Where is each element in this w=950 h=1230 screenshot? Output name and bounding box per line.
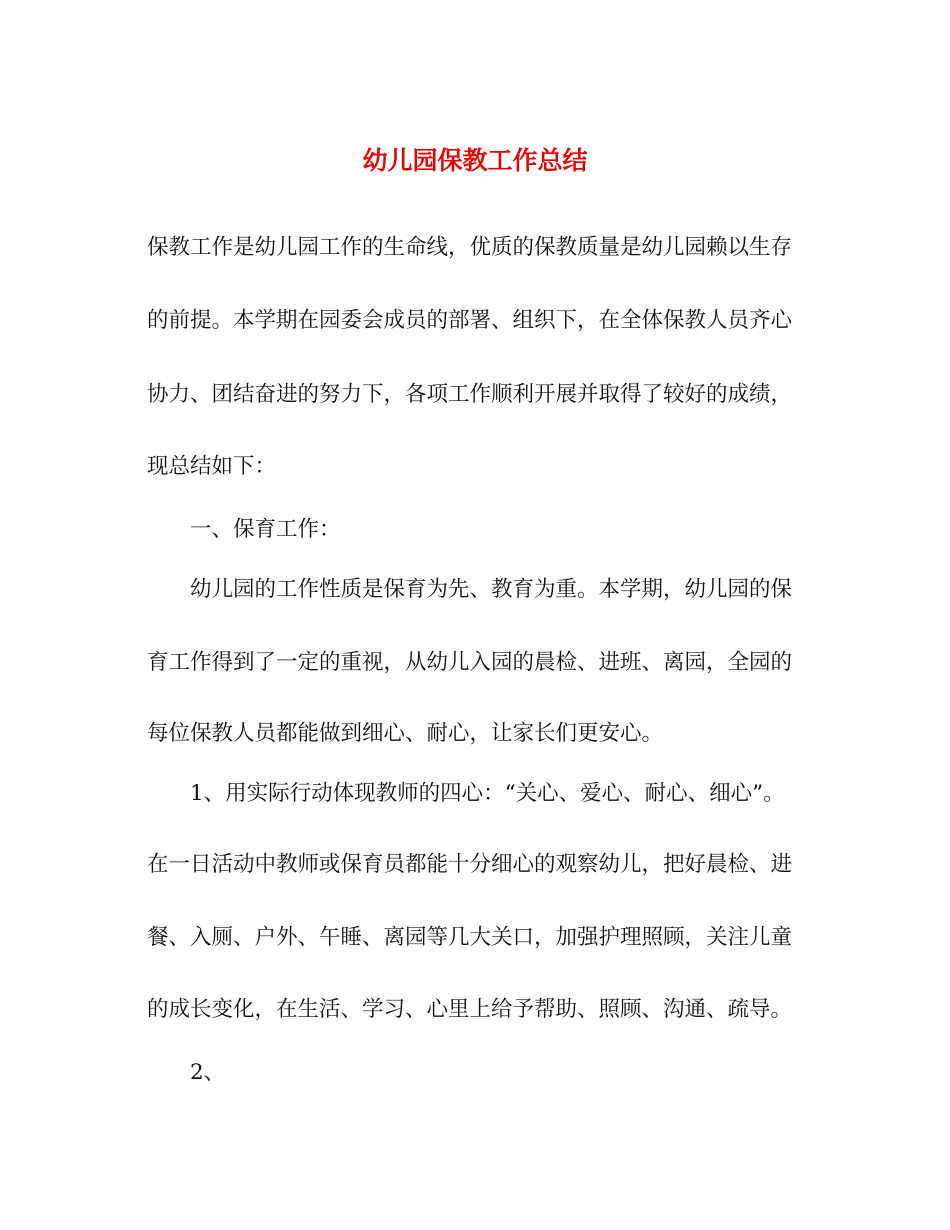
body-line: 幼儿园的工作性质是保育为先、教育为重。本学期，幼儿园的保 — [190, 577, 793, 602]
body-line: 的前提。本学期在园委会成员的部署、组织下，在全体保教人员齐心 — [147, 308, 793, 333]
body-line: 协力、团结奋进的努力下，各项工作顺利开展并取得了较好的成绩， — [147, 382, 793, 407]
body-line: 的成长变化，在生活、学习、心里上给予帮助、照顾、沟通、疏导。 — [147, 997, 793, 1022]
section-heading: 一、保育工作： — [190, 517, 341, 542]
body-line: 现总结如下： — [147, 454, 277, 479]
list-item-heading: 2、 — [190, 1060, 226, 1085]
body-line: 保教工作是幼儿园工作的生命线，优质的保教质量是幼儿园赖以生存 — [147, 235, 793, 260]
body-line: 育工作得到了一定的重视，从幼儿入园的晨检、进班、离园，全园的 — [147, 650, 793, 675]
body-line: 餐、入厕、户外、午睡、离园等几大关口，加强护理照顾，关注儿童 — [147, 925, 793, 950]
list-item-heading: 1、用实际行动体现教师的四心：“关心、爱心、耐心、细心”。 — [190, 781, 785, 806]
body-line: 在一日活动中教师或保育员都能十分细心的观察幼儿，把好晨检、进 — [147, 852, 793, 877]
document-title: 幼儿园保教工作总结 — [362, 146, 588, 175]
body-line: 每位保教人员都能做到细心、耐心，让家长们更安心。 — [147, 721, 664, 746]
